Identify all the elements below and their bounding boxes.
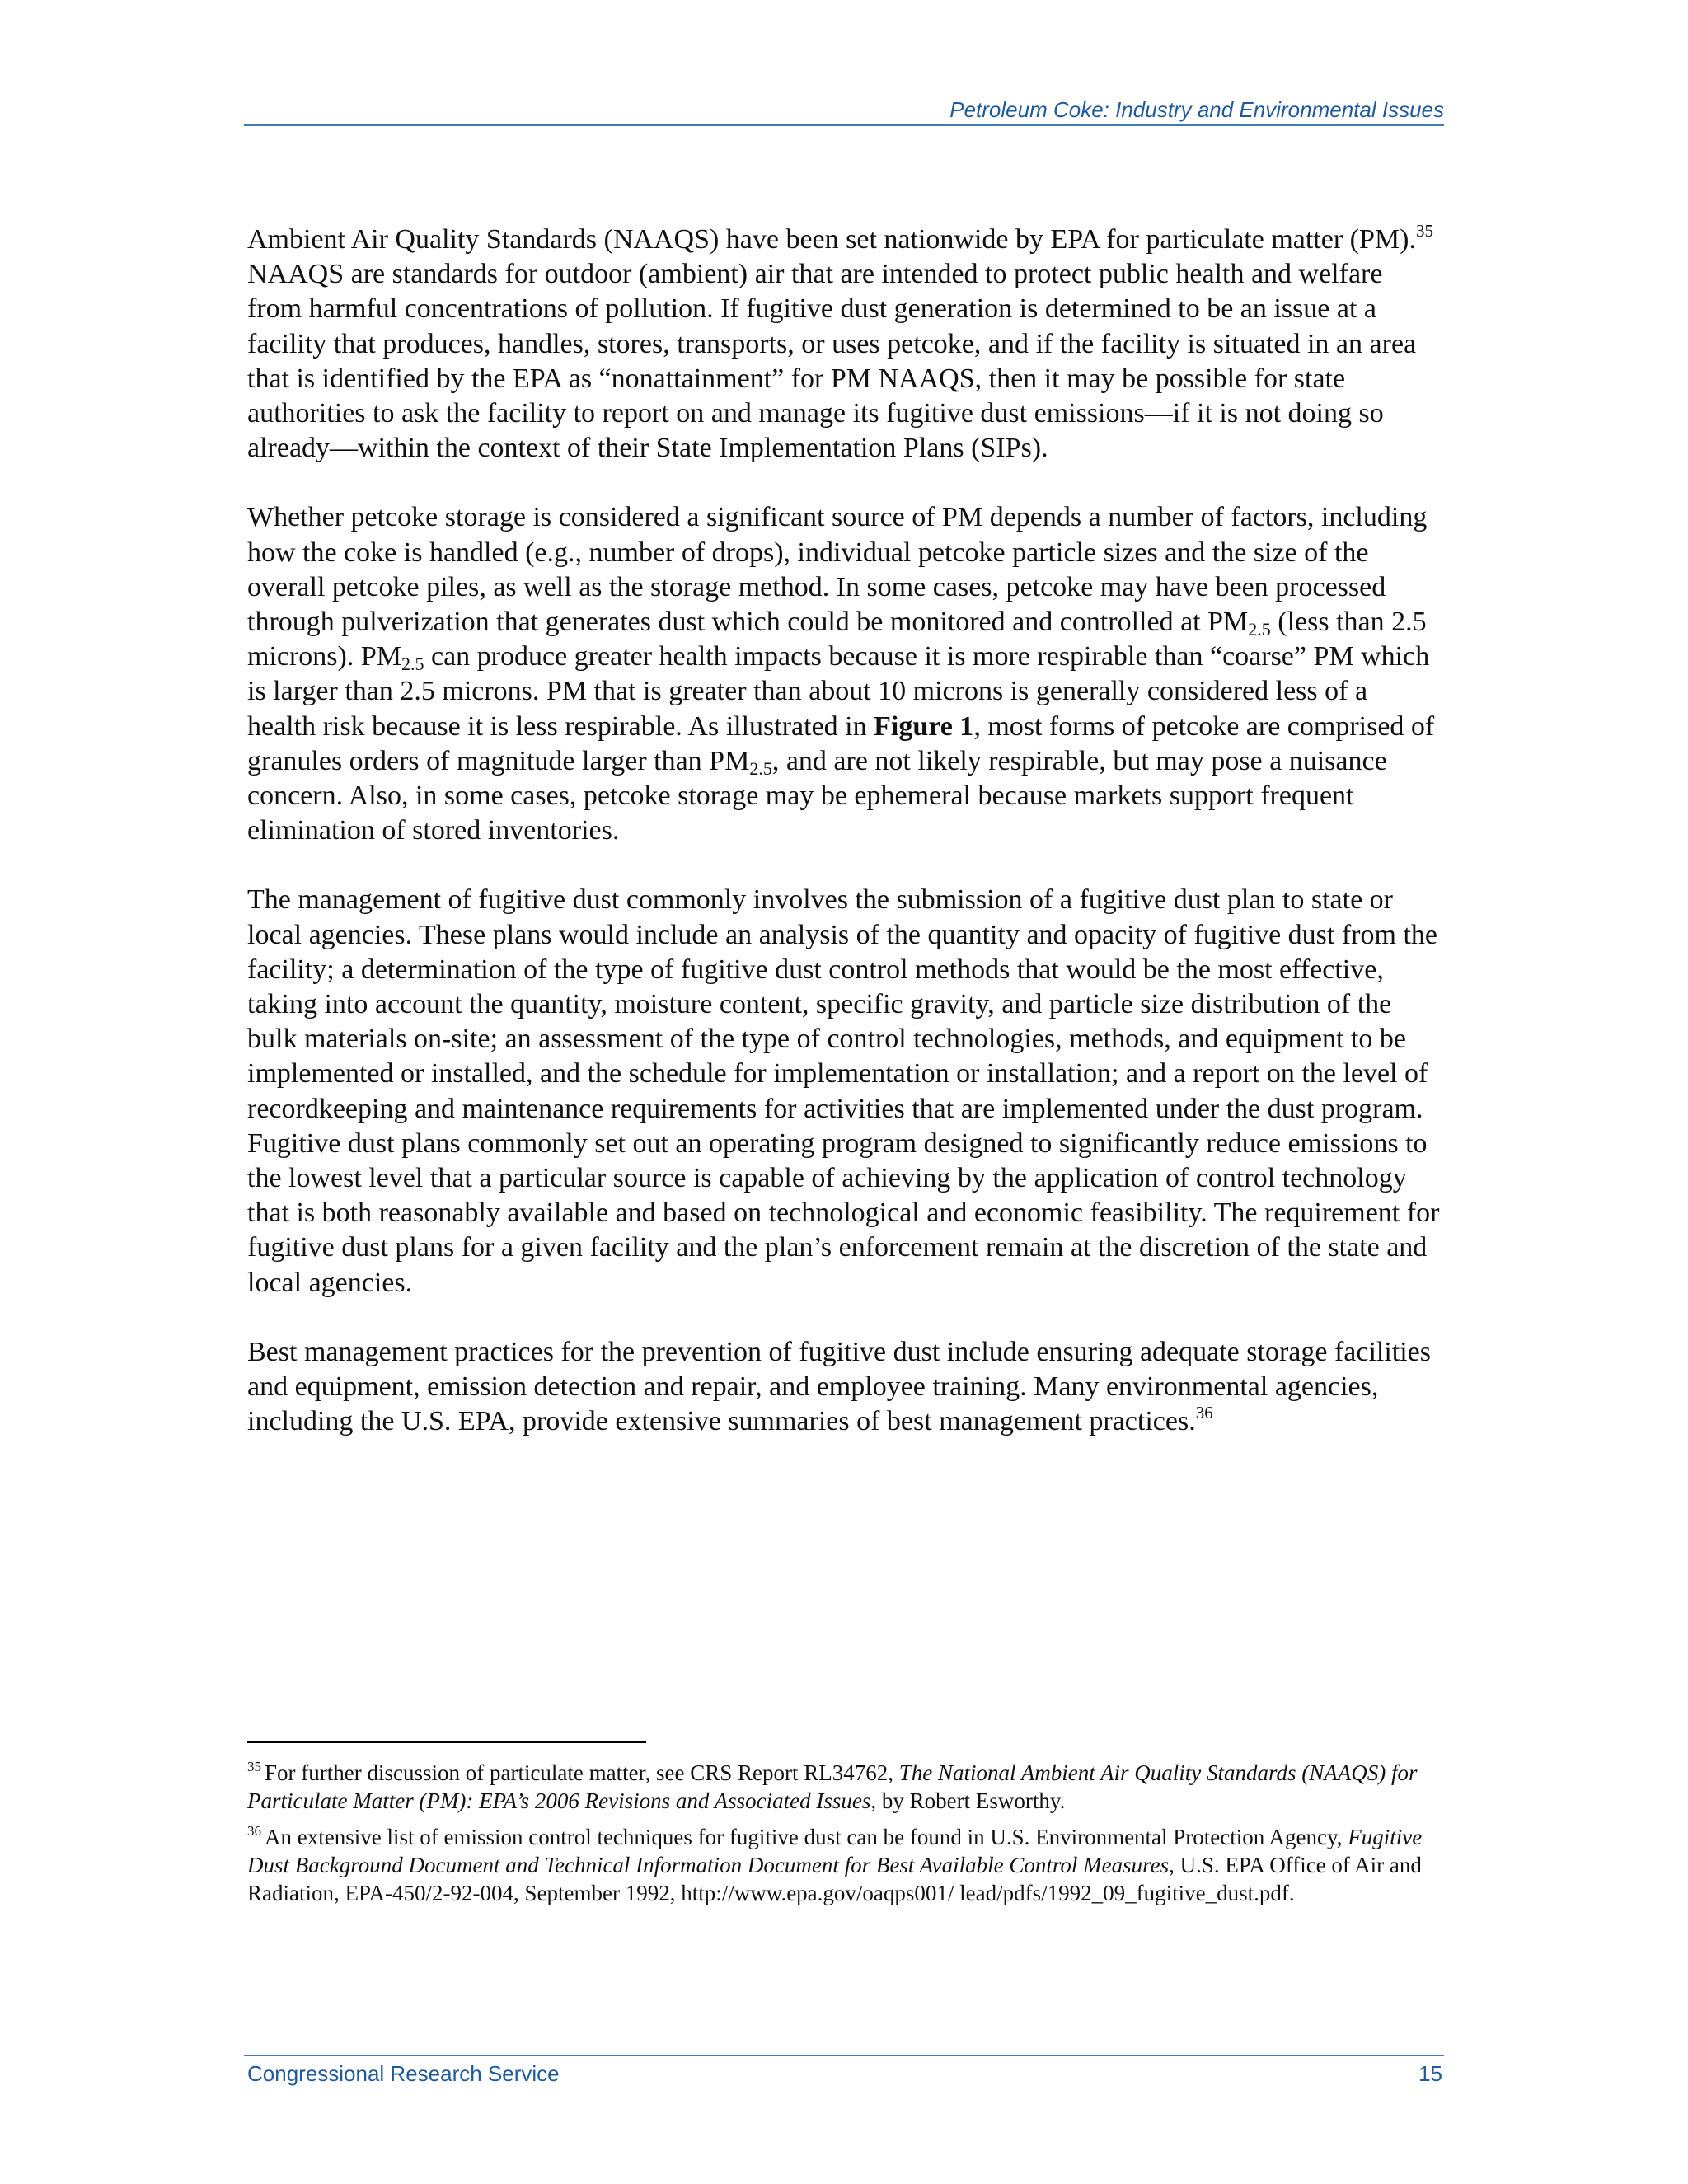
pm-subscript: 2.5 (749, 757, 772, 779)
footnotes (247, 1759, 1442, 1915)
running-header: Petroleum Coke: Industry and Environmental Issues (950, 97, 1444, 122)
footnote-35-text-a: For further discussion of particulate matter, see CRS Report RL34762, (265, 1760, 899, 1785)
footnote-ref-36[interactable]: 36 (1195, 1403, 1213, 1423)
paragraph-4 (247, 1335, 1442, 1440)
paragraph-1-text-b: NAAQS are standards for outdoor (ambient) air that are intended to protect public health and welfare from harmful concentrations of pollution. If fugitive dust generation is determined to be an issue at a facility that produces, handles, stores, transports, or uses petcoke, and if the facility is situated in an area that is identified by the EPA as “nonattainment” for PM NAAQS, then it may be possible for state authorities to ask the facility to report on and manage its fugitive dust emissions—if it is not doing so already—within the context of their State Implementation Plans (SIPs). (247, 259, 1417, 464)
body-text (247, 223, 1442, 1440)
paragraph-2 (247, 500, 1442, 848)
pm-subscript: 2.5 (401, 654, 424, 675)
footnote-35-report-title: The National Ambient Air Quality Standards (NAAQS) for Particulate Matter (PM): EPA’s 2006 Revisions and Associated Issues (247, 1760, 1418, 1813)
footnote-36-document-title: Fugitive Dust Background Document and Technical Information Document for Best Available Control Measures, (247, 1825, 1423, 1877)
paragraph-2-text-c: can produce greater health impacts because it is more respirable than “coarse” PM which is larger than 2.5 microns. PM that is greater than about 10 microns is generally considered less of a health risk because it is less respirable. As illustrated in (247, 641, 1430, 742)
paragraph-4-text: Best management practices for the prevention of fugitive dust include ensuring adequate storage facilities and equipment, emission detection and repair, and employee training. Many environmental agencies, including the U.S. EPA, provide extensive summaries of best management practices. (247, 1336, 1432, 1437)
footer-publisher: Congressional Research Service (247, 2061, 560, 2086)
paragraph-1-text-a: Ambient Air Quality Standards (NAAQS) have been set nationwide by EPA for particulate matter (PM). (247, 224, 1416, 255)
figure-1-reference[interactable]: Figure 1 (874, 710, 974, 742)
footnote-36-text-a: An extensive list of emission control techniques for fugitive dust can be found in U.S. Environmental Protection Agency, (265, 1825, 1348, 1849)
footer-rule (244, 2055, 1444, 2056)
footnote-number: 35 (247, 1759, 261, 1774)
paragraph-2-text-a: Whether petcoke storage is considered a significant source of PM depends a number of factors, including how the coke is handled (e.g., number of drops), individual petcoke particle sizes and the size of the overall petcoke piles, as well as the storage method. In some cases, petcoke may have been processed through pulverization that generates dust which could be monitored and controlled at PM (247, 502, 1428, 638)
footnote-ref-35[interactable]: 35 (1415, 221, 1433, 241)
header-rule (244, 124, 1444, 126)
paragraph-1 (247, 223, 1442, 466)
footnote-separator (247, 1741, 646, 1743)
footnote-35 (247, 1759, 1442, 1815)
paragraph-2-text-e: , and are not likely respirable, but may pose a nuisance concern. Also, in some cases, petcoke storage may be ephemeral because markets support frequent elimination of stored inventories. (247, 745, 1387, 846)
footnote-36-text-b: U.S. EPA Office of Air and Radiation, EPA-450/2-92-004, September 1992, http://www.epa.gov/oaqps001/ lead/pdfs/1992_09_fugitive_dust.pdf. (247, 1853, 1422, 1905)
paragraph-2-text-b: (less than 2.5 microns). PM (247, 607, 1427, 673)
pm-subscript: 2.5 (1248, 619, 1271, 640)
paragraph-3: The management of fugitive dust commonly involves the submission of a fugitive dust plan to state or local agencies. These plans would include an analysis of the quantity and opacity of fugitive dust from the facility; a determination of the type of fugitive dust control methods that would be the most effective, taking into account the quantity, moisture content, specific gravity, and particle size distribution of the bulk materials on-site; an assessment of the type of control technologies, methods, and equipment to be implemented or installed, and the schedule for implementation or installation; and a report on the level of recordkeeping and maintenance requirements for activities that are implemented under the dust program. Fugitive dust plans commonly set out an operating program designed to significantly reduce emissions to the lowest level that a particular source is capable of achieving by the application of control technology that is both reasonably available and based on technological and economic feasibility. The requirement for fugitive dust plans for a given facility and the plan’s enforcement remain at the discretion of the state and local agencies. (247, 884, 1440, 1298)
page-number: 15 (1418, 2061, 1442, 2086)
footnote-35-text-b: , by Robert Esworthy. (870, 1788, 1066, 1813)
footnote-number: 36 (247, 1823, 261, 1839)
footnote-36 (247, 1823, 1442, 1907)
paragraph-2-text-d: , most forms of petcoke are comprised of granules orders of magnitude larger than PM (247, 710, 1435, 776)
